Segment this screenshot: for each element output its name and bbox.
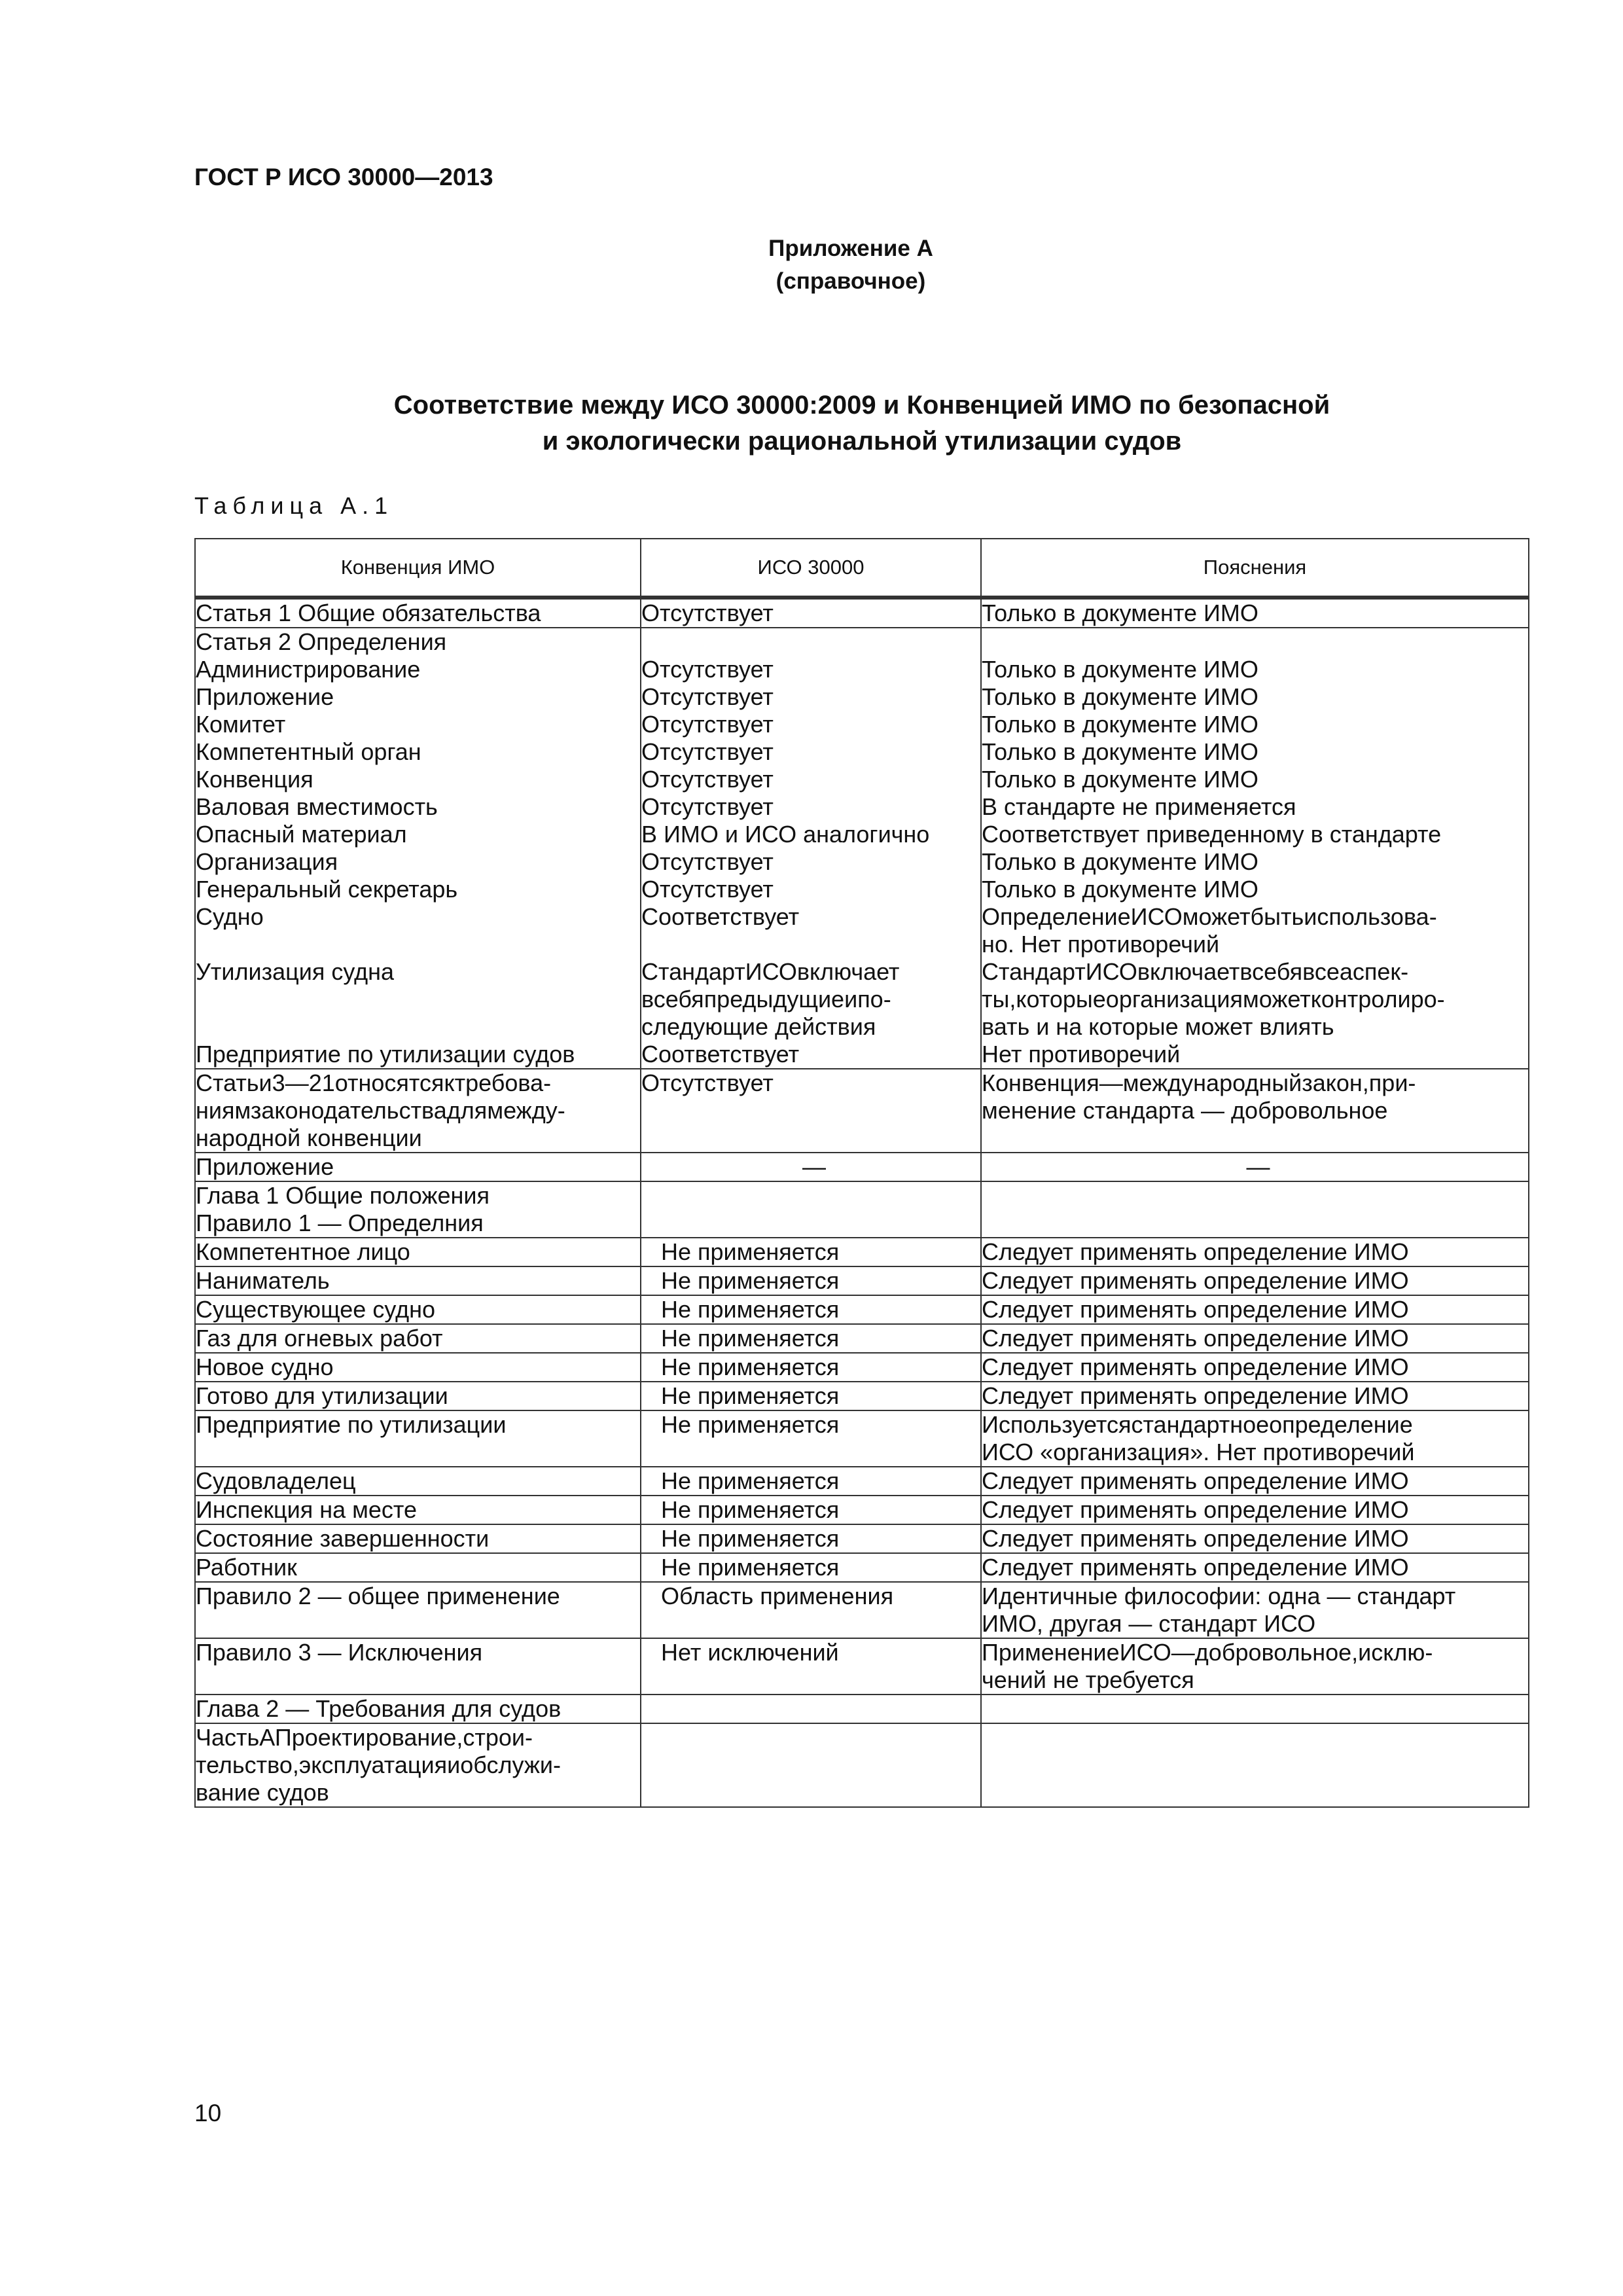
table-cell-iso (641, 628, 981, 1069)
cell-line: Следует применять определение ИМО (982, 1496, 1409, 1523)
cell-line: Отсутствует (641, 656, 774, 683)
cell-line: Не применяется (661, 1525, 840, 1552)
table-cell-iso (641, 1553, 981, 1582)
cell-line: ИМО, другая — стандарт ИСО (982, 1610, 1316, 1637)
cell-line: следующие действия (641, 1013, 876, 1040)
cell-line (982, 1724, 1528, 1751)
table-row (195, 1181, 1529, 1238)
cell-line: Отсутствует (641, 711, 774, 738)
table-cell-imo (195, 1266, 641, 1295)
cell-line: ИСО «организация». Нет противоречий (982, 1439, 1415, 1465)
cell-line (196, 1013, 640, 1041)
table-cell-notes (981, 1266, 1529, 1295)
cell-line: Область применения (661, 1583, 894, 1609)
cell-line: Организация (196, 848, 338, 875)
table-cell-notes (981, 1410, 1529, 1467)
table-row (195, 1553, 1529, 1582)
table-row (195, 1723, 1529, 1807)
cell-line: Не применяется (661, 1496, 840, 1523)
table-cell-imo (195, 1382, 641, 1410)
table-cell-iso (641, 1295, 981, 1324)
cell-line: чений не требуется (982, 1666, 1194, 1693)
cell-line: Соответствует приведенному в стандарте (982, 821, 1442, 848)
cell-line: Администрирование (196, 656, 421, 683)
cell-line: Следует применять определение ИМО (982, 1382, 1409, 1409)
table-cell-notes (981, 1553, 1529, 1582)
cell-line (641, 931, 980, 958)
cell-line: В стандарте не применяется (982, 793, 1296, 820)
table-row (195, 1266, 1529, 1295)
table-cell-iso (641, 1638, 981, 1695)
page-number: 10 (194, 2100, 222, 2126)
cell-line: Нет противоречий (982, 1041, 1181, 1067)
table-cell-iso (641, 598, 981, 628)
table-cell-iso (641, 1382, 981, 1410)
table-cell-notes (981, 1638, 1529, 1695)
table-cell-notes (981, 1153, 1529, 1181)
cell-line: Идентичные философии: одна — стандарт (982, 1583, 1456, 1609)
cell-line: Соответствует (641, 903, 800, 930)
cell-line: Следует применять определение ИМО (982, 1325, 1409, 1352)
table-row (195, 1496, 1529, 1524)
table-row (195, 1324, 1529, 1353)
table-cell-iso (641, 1524, 981, 1553)
table-cell-iso (641, 1467, 981, 1496)
cell-line: Только в документе ИМО (982, 766, 1258, 793)
table-row (195, 1295, 1529, 1324)
cell-line: Соответствует (641, 1041, 800, 1067)
cell-line: Используетсястандартноеопределение (982, 1411, 1413, 1438)
table-cell-iso (641, 1181, 981, 1238)
table-cell-notes (981, 1069, 1529, 1153)
cell-line: Отсутствует (641, 848, 774, 875)
cell-line: Не применяется (661, 1354, 840, 1380)
table-cell-notes (981, 1382, 1529, 1410)
cell-line (982, 628, 1528, 656)
table-cell-imo (195, 1524, 641, 1553)
cell-line (641, 628, 980, 656)
cell-line: Глава 2 — Требования для судов (196, 1695, 562, 1722)
annex-heading (654, 232, 1047, 298)
column-header-imo: Конвенция ИМО (195, 539, 641, 598)
annex-title: Приложение А (768, 236, 933, 261)
column-header-iso: ИСО 30000 (641, 539, 981, 598)
table-cell-notes (981, 1467, 1529, 1496)
cell-line: Только в документе ИМО (982, 876, 1258, 903)
cell-line: Компетентное лицо (196, 1238, 410, 1265)
cell-line: Только в документе ИМО (982, 600, 1258, 626)
cell-line: Следует применять определение ИМО (982, 1267, 1409, 1294)
cell-line: Отсутствует (641, 1069, 774, 1096)
table-cell-iso (641, 1582, 981, 1638)
table-row (195, 1382, 1529, 1410)
table-cell-imo (195, 1723, 641, 1807)
cell-line: Инспекция на месте (196, 1496, 418, 1523)
table-row (195, 1524, 1529, 1553)
cell-line: Приложение (196, 683, 334, 710)
table-cell-imo (195, 598, 641, 628)
cell-line: Отсутствует (641, 876, 774, 903)
cell-line: Не применяется (661, 1382, 840, 1409)
cell-line: Генеральный секретарь (196, 876, 458, 903)
table-cell-notes (981, 1723, 1529, 1807)
correspondence-table (194, 538, 1529, 1808)
cell-line: Отсутствует (641, 766, 774, 793)
cell-line: но. Нет противоречий (982, 931, 1220, 958)
table-cell-notes (981, 1181, 1529, 1238)
cell-line: Опасный материал (196, 821, 407, 848)
cell-line: Правило 1 — Определния (196, 1210, 484, 1236)
cell-line (641, 1724, 980, 1751)
annex-type: (справочное) (776, 268, 926, 294)
table-cell-iso (641, 1238, 981, 1266)
table-cell-notes (981, 1496, 1529, 1524)
table-row (195, 1410, 1529, 1467)
table-header-row (195, 539, 1529, 598)
cell-line: СтандартИСОвключаетвсебявсеаспек- (982, 958, 1409, 985)
cell-line: Утилизация судна (196, 958, 395, 985)
cell-line: Следует применять определение ИМО (982, 1525, 1409, 1552)
table-cell-notes (981, 1695, 1529, 1723)
cell-line: Отсутствует (641, 600, 774, 626)
table-cell-iso (641, 1410, 981, 1467)
table-cell-imo (195, 1695, 641, 1723)
cell-line: Глава 1 Общие положения (196, 1182, 490, 1209)
table-cell-notes (981, 1582, 1529, 1638)
cell-line: ОпределениеИСОможетбытьиспользова- (982, 903, 1437, 930)
table-cell-iso (641, 1353, 981, 1382)
cell-line: Отсутствует (641, 793, 774, 820)
table-cell-iso (641, 1723, 981, 1807)
cell-line (196, 931, 640, 958)
document-id: ГОСТ Р ИСО 30000—2013 (194, 164, 493, 190)
table-label: Таблица А.1 (194, 492, 394, 519)
cell-line: ты,которыеорганизацияможетконтролиро- (982, 986, 1445, 1013)
cell-line: Готово для утилизации (196, 1382, 448, 1409)
table-cell-imo (195, 1238, 641, 1266)
page-title-line-2: и экологически рациональной утилизации судов (542, 427, 1182, 456)
table-body (195, 598, 1529, 1807)
table-row (195, 598, 1529, 628)
table-cell-imo (195, 1582, 641, 1638)
table-cell-imo (195, 1553, 641, 1582)
cell-line: Комитет (196, 711, 286, 738)
cell-line (641, 1182, 980, 1210)
table-cell-imo (195, 1638, 641, 1695)
cell-line: Работник (196, 1554, 297, 1581)
table-cell-iso (641, 1153, 981, 1181)
column-header-notes: Пояснения (981, 539, 1529, 598)
cell-line: Только в документе ИМО (982, 848, 1258, 875)
cell-line: Судно (196, 903, 264, 930)
cell-line: В ИМО и ИСО аналогично (641, 821, 930, 848)
cell-line: вание судов (196, 1779, 329, 1806)
cell-line (982, 1182, 1528, 1210)
cell-line: тельство,эксплуатацияиобслужи- (196, 1751, 562, 1778)
cell-line: Только в документе ИМО (982, 738, 1258, 765)
cell-line: Не применяется (661, 1267, 840, 1294)
table-row (195, 1638, 1529, 1695)
cell-line: Существующее судно (196, 1296, 436, 1323)
cell-line: Статья 1 Общие обязательства (196, 600, 541, 626)
cell-line: Следует применять определение ИМО (982, 1467, 1409, 1494)
cell-line: Правило 3 — Исключения (196, 1639, 483, 1666)
cell-line: вать и на которые может влиять (982, 1013, 1334, 1040)
table-cell-imo (195, 1153, 641, 1181)
table-cell-iso (641, 1695, 981, 1723)
cell-line (196, 986, 640, 1013)
table-row (195, 1353, 1529, 1382)
cell-line: Предприятие по утилизации (196, 1411, 507, 1438)
cell-line: Судовладелец (196, 1467, 356, 1494)
table-cell-imo (195, 1467, 641, 1496)
cell-line: — (1246, 1153, 1270, 1180)
table-row (195, 1582, 1529, 1638)
page-title (194, 387, 1529, 459)
table-cell-imo (195, 628, 641, 1069)
table-cell-imo (195, 1069, 641, 1153)
cell-line: Наниматель (196, 1267, 330, 1294)
page-title-line-1: Соответствие между ИСО 30000:2009 и Конвенцией ИМО по безопасной (393, 391, 1330, 420)
cell-line: ЧастьАПроектирование,строи- (196, 1724, 533, 1751)
cell-line: Газ для огневых работ (196, 1325, 443, 1352)
cell-line: Компетентный орган (196, 738, 421, 765)
table-cell-iso (641, 1324, 981, 1353)
cell-line: Нет исключений (661, 1639, 839, 1666)
cell-line: Следует применять определение ИМО (982, 1354, 1409, 1380)
table-row (195, 1069, 1529, 1153)
cell-line (641, 1695, 980, 1723)
cell-line: всебяпредыдущиеипо- (641, 986, 891, 1013)
table-row (195, 628, 1529, 1069)
cell-line: народной конвенции (196, 1124, 422, 1151)
cell-line: Отсутствует (641, 738, 774, 765)
table-cell-iso (641, 1069, 981, 1153)
cell-line: ПрименениеИСО—добровольное,исклю- (982, 1639, 1433, 1666)
table-cell-notes (981, 1524, 1529, 1553)
cell-line: Не применяется (661, 1296, 840, 1323)
cell-line: Приложение (196, 1153, 334, 1180)
table-cell-imo (195, 1410, 641, 1467)
table-cell-notes (981, 1238, 1529, 1266)
table-cell-imo (195, 1324, 641, 1353)
cell-line: Только в документе ИМО (982, 656, 1258, 683)
cell-line: ниямзаконодательствадлямежду- (196, 1097, 565, 1124)
cell-line: Не применяется (661, 1554, 840, 1581)
table-cell-notes (981, 598, 1529, 628)
cell-line: Статьи3—21относятсяктребова- (196, 1069, 552, 1096)
table-cell-iso (641, 1496, 981, 1524)
cell-line: Только в документе ИМО (982, 711, 1258, 738)
cell-line: Конвенция—международныйзакон,при- (982, 1069, 1416, 1096)
table-cell-imo (195, 1353, 641, 1382)
table-cell-iso (641, 1266, 981, 1295)
cell-line (982, 1695, 1528, 1723)
cell-line: Правило 2 — общее применение (196, 1583, 560, 1609)
cell-line: СтандартИСОвключает (641, 958, 900, 985)
cell-line: Не применяется (661, 1325, 840, 1352)
cell-line: Предприятие по утилизации судов (196, 1041, 575, 1067)
table-cell-imo (195, 1295, 641, 1324)
cell-line: Состояние завершенности (196, 1525, 490, 1552)
cell-line: Только в документе ИМО (982, 683, 1258, 710)
table-cell-notes (981, 628, 1529, 1069)
table-cell-notes (981, 1295, 1529, 1324)
cell-line: Новое судно (196, 1354, 334, 1380)
table-row (195, 1467, 1529, 1496)
table-row (195, 1238, 1529, 1266)
cell-line: Не применяется (661, 1238, 840, 1265)
cell-line: Следует применять определение ИМО (982, 1238, 1409, 1265)
cell-line: Статья 2 Определения (196, 628, 447, 655)
cell-line: Следует применять определение ИМО (982, 1554, 1409, 1581)
cell-line: Следует применять определение ИМО (982, 1296, 1409, 1323)
cell-line: Не применяется (661, 1411, 840, 1438)
cell-line: Не применяется (661, 1467, 840, 1494)
table-cell-imo (195, 1181, 641, 1238)
cell-line: Конвенция (196, 766, 313, 793)
table-cell-notes (981, 1324, 1529, 1353)
cell-line: менение стандарта — добровольное (982, 1097, 1388, 1124)
table-row (195, 1695, 1529, 1723)
table-cell-imo (195, 1496, 641, 1524)
cell-line: Отсутствует (641, 683, 774, 710)
cell-line: Валовая вместимость (196, 793, 438, 820)
table-cell-notes (981, 1353, 1529, 1382)
table-row (195, 1153, 1529, 1181)
cell-line: — (802, 1153, 826, 1180)
